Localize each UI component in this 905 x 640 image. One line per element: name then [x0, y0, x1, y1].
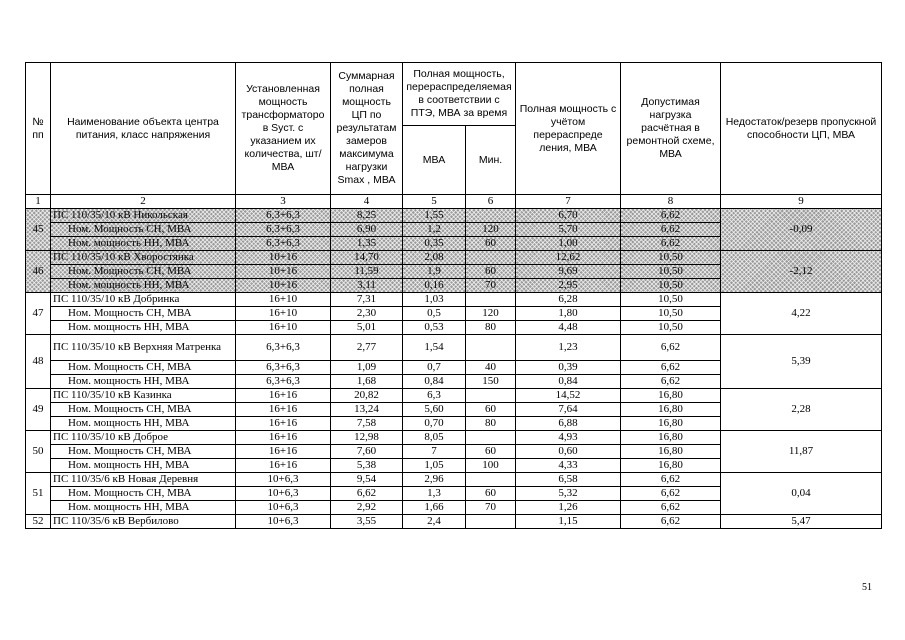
installed-power: 6,3+6,3 [236, 361, 331, 375]
reserve-value: 0,04 [721, 473, 882, 515]
installed-power: 16+10 [236, 293, 331, 307]
allowed-load: 6,62 [621, 223, 721, 237]
installed-power: 16+16 [236, 459, 331, 473]
substation-group [26, 293, 882, 335]
row-number: 49 [26, 389, 51, 431]
allowed-load: 10,50 [621, 265, 721, 279]
redistributed-mva: 0,7 [403, 361, 466, 375]
redistribution-minutes: 150 [466, 375, 516, 389]
full-power: 4,33 [516, 459, 621, 473]
full-power: 6,70 [516, 209, 621, 223]
summary-power: 3,11 [331, 279, 403, 293]
substation-row [26, 515, 882, 529]
row-number: 47 [26, 293, 51, 335]
reserve-value: 2,28 [721, 389, 882, 431]
full-power: 0,84 [516, 375, 621, 389]
full-power: 6,88 [516, 417, 621, 431]
object-name: Ном. Мощность СН, МВА [51, 445, 236, 459]
redistribution-minutes [466, 473, 516, 487]
allowed-load: 16,80 [621, 403, 721, 417]
summary-power: 5,38 [331, 459, 403, 473]
redistribution-minutes [466, 209, 516, 223]
full-power: 6,58 [516, 473, 621, 487]
redistributed-mva: 8,05 [403, 431, 466, 445]
summary-power: 7,60 [331, 445, 403, 459]
object-name: ПС 110/35/10 кВ Добринка [51, 293, 236, 307]
allowed-load: 6,62 [621, 487, 721, 501]
summary-power: 3,55 [331, 515, 403, 529]
redistributed-mva: 0,53 [403, 321, 466, 335]
page-number: 51 [862, 582, 872, 593]
allowed-load: 16,80 [621, 417, 721, 431]
redistribution-minutes: 80 [466, 321, 516, 335]
allowed-load: 10,50 [621, 251, 721, 265]
installed-power: 10+6,3 [236, 515, 331, 529]
redistributed-mva: 1,54 [403, 335, 466, 361]
object-name: Ном. мощность НН, МВА [51, 417, 236, 431]
header-redist-group: Полная мощность, перераспределяемая в соответствии с ПТЭ, МВА за время [403, 63, 516, 126]
allowed-load: 6,62 [621, 361, 721, 375]
object-name: Ном. Мощность СН, МВА [51, 361, 236, 375]
redistributed-mva: 1,3 [403, 487, 466, 501]
redistribution-minutes [466, 389, 516, 403]
redistribution-minutes: 60 [466, 403, 516, 417]
summary-power: 6,62 [331, 487, 403, 501]
allowed-load: 16,80 [621, 431, 721, 445]
allowed-load: 6,62 [621, 515, 721, 529]
column-number: 8 [621, 195, 721, 209]
installed-power: 6,3+6,3 [236, 375, 331, 389]
redistributed-mva: 7 [403, 445, 466, 459]
installed-power: 10+6,3 [236, 487, 331, 501]
installed-power: 6,3+6,3 [236, 209, 331, 223]
installed-power: 16+16 [236, 417, 331, 431]
installed-power: 10+16 [236, 265, 331, 279]
allowed-load: 16,80 [621, 459, 721, 473]
full-power: 7,64 [516, 403, 621, 417]
full-power: 4,48 [516, 321, 621, 335]
reserve-value: 5,39 [721, 335, 882, 389]
redistributed-mva: 0,70 [403, 417, 466, 431]
installed-power: 16+16 [236, 389, 331, 403]
redistribution-minutes [466, 251, 516, 265]
summary-power: 1,68 [331, 375, 403, 389]
installed-power: 6,3+6,3 [236, 223, 331, 237]
redistributed-mva: 6,3 [403, 389, 466, 403]
redistributed-mva: 0,16 [403, 279, 466, 293]
summary-power: 7,31 [331, 293, 403, 307]
redistributed-mva: 1,2 [403, 223, 466, 237]
summary-power: 2,77 [331, 335, 403, 361]
column-number: 7 [516, 195, 621, 209]
header-redist-min: Мин. [466, 126, 516, 195]
row-number: 52 [26, 515, 51, 529]
allowed-load: 6,62 [621, 335, 721, 361]
header-summary: Суммарная полная мощность ЦП по результатам замеров максимума нагрузки Smax , МВА [331, 63, 403, 195]
summary-power: 8,25 [331, 209, 403, 223]
object-name: Ном. мощность НН, МВА [51, 375, 236, 389]
substation-group [26, 389, 882, 431]
substation-row [26, 431, 882, 445]
installed-power: 16+10 [236, 321, 331, 335]
summary-power: 2,92 [331, 501, 403, 515]
redistributed-mva: 5,60 [403, 403, 466, 417]
row-number: 48 [26, 335, 51, 389]
substation-group [26, 515, 882, 529]
full-power: 14,52 [516, 389, 621, 403]
object-name: Ном. Мощность СН, МВА [51, 223, 236, 237]
summary-power: 7,58 [331, 417, 403, 431]
full-power: 0,60 [516, 445, 621, 459]
redistributed-mva: 1,9 [403, 265, 466, 279]
allowed-load: 16,80 [621, 389, 721, 403]
full-power: 1,23 [516, 335, 621, 361]
full-power: 5,70 [516, 223, 621, 237]
summary-power: 5,01 [331, 321, 403, 335]
object-name: ПС 110/35/10 кВ Хворостянка [51, 251, 236, 265]
header-deficit: Недостаток/резерв пропускной способности ЦП, МВА [721, 63, 882, 195]
row-number: 51 [26, 473, 51, 515]
row-number: 45 [26, 209, 51, 251]
redistributed-mva: 2,4 [403, 515, 466, 529]
allowed-load: 6,62 [621, 473, 721, 487]
installed-power: 16+16 [236, 445, 331, 459]
allowed-load: 6,62 [621, 237, 721, 251]
substation-group [26, 431, 882, 473]
summary-power: 1,35 [331, 237, 403, 251]
full-power: 4,93 [516, 431, 621, 445]
allowed-load: 10,50 [621, 279, 721, 293]
column-number: 1 [26, 195, 51, 209]
substation-group [26, 473, 882, 515]
redistribution-minutes: 120 [466, 223, 516, 237]
header-installed: Установленная мощность трансформаторо в Sуст. с указанием их количества, шт/ МВА [236, 63, 331, 195]
summary-power: 11,59 [331, 265, 403, 279]
full-power: 1,26 [516, 501, 621, 515]
redistribution-minutes [466, 335, 516, 361]
redistribution-minutes: 40 [466, 361, 516, 375]
summary-power: 6,90 [331, 223, 403, 237]
object-name: ПС 110/35/6 кВ Новая Деревня [51, 473, 236, 487]
redistribution-minutes: 100 [466, 459, 516, 473]
redistributed-mva: 2,96 [403, 473, 466, 487]
reserve-value: 4,22 [721, 293, 882, 335]
table-header [26, 63, 882, 209]
allowed-load: 6,62 [621, 209, 721, 223]
installed-power: 10+6,3 [236, 473, 331, 487]
redistributed-mva: 1,66 [403, 501, 466, 515]
redistribution-minutes: 60 [466, 445, 516, 459]
object-name: Ном. мощность НН, МВА [51, 321, 236, 335]
object-name: ПС 110/35/10 кВ Верхняя Матренка [51, 335, 236, 361]
summary-power: 2,30 [331, 307, 403, 321]
allowed-load: 16,80 [621, 445, 721, 459]
full-power: 1,80 [516, 307, 621, 321]
header-full-power: Полная мощность с учётом перераспреде ления, МВА [516, 63, 621, 195]
substation-row [26, 293, 882, 307]
summary-power: 20,82 [331, 389, 403, 403]
redistributed-mva: 0,35 [403, 237, 466, 251]
object-name: Ном. мощность НН, МВА [51, 501, 236, 515]
substation-row [26, 209, 882, 223]
redistributed-mva: 0,5 [403, 307, 466, 321]
allowed-load: 6,62 [621, 501, 721, 515]
column-number: 3 [236, 195, 331, 209]
redistribution-minutes [466, 431, 516, 445]
redistributed-mva: 2,08 [403, 251, 466, 265]
redistributed-mva: 1,55 [403, 209, 466, 223]
column-number: 5 [403, 195, 466, 209]
object-name: Ном. мощность НН, МВА [51, 459, 236, 473]
full-power: 1,15 [516, 515, 621, 529]
column-numbers-row [26, 195, 882, 209]
object-name: Ном. Мощность СН, МВА [51, 265, 236, 279]
full-power: 9,69 [516, 265, 621, 279]
redistribution-minutes [466, 515, 516, 529]
redistribution-minutes: 70 [466, 279, 516, 293]
installed-power: 16+16 [236, 431, 331, 445]
object-name: Ном. Мощность СН, МВА [51, 307, 236, 321]
redistribution-minutes: 60 [466, 487, 516, 501]
substation-group [26, 251, 882, 293]
redistribution-minutes: 70 [466, 501, 516, 515]
redistributed-mva: 0,84 [403, 375, 466, 389]
column-number: 9 [721, 195, 882, 209]
full-power: 6,28 [516, 293, 621, 307]
allowed-load: 6,62 [621, 375, 721, 389]
substation-group [26, 335, 882, 389]
object-name: Ном. Мощность СН, МВА [51, 403, 236, 417]
redistribution-minutes: 60 [466, 265, 516, 279]
object-name: Ном. мощность НН, МВА [51, 279, 236, 293]
substation-row [26, 473, 882, 487]
substation-group [26, 209, 882, 251]
load-table [25, 62, 882, 529]
header-name: Наименование объекта центра питания, класс напряжения [51, 63, 236, 195]
allowed-load: 10,50 [621, 293, 721, 307]
redistribution-minutes: 60 [466, 237, 516, 251]
summary-power: 13,24 [331, 403, 403, 417]
column-number: 4 [331, 195, 403, 209]
redistribution-minutes: 120 [466, 307, 516, 321]
installed-power: 10+16 [236, 279, 331, 293]
full-power: 12,62 [516, 251, 621, 265]
redistribution-minutes [466, 293, 516, 307]
object-name: ПС 110/35/10 кВ Доброе [51, 431, 236, 445]
substation-row [26, 335, 882, 361]
reserve-value: 11,87 [721, 431, 882, 473]
substation-row [26, 251, 882, 265]
substation-row [26, 389, 882, 403]
row-number: 50 [26, 431, 51, 473]
object-name: ПС 110/35/6 кВ Вербилово [51, 515, 236, 529]
column-number: 6 [466, 195, 516, 209]
full-power: 5,32 [516, 487, 621, 501]
installed-power: 6,3+6,3 [236, 237, 331, 251]
full-power: 2,95 [516, 279, 621, 293]
installed-power: 16+10 [236, 307, 331, 321]
installed-power: 16+16 [236, 403, 331, 417]
installed-power: 10+16 [236, 251, 331, 265]
redistribution-minutes: 80 [466, 417, 516, 431]
object-name: Ном. Мощность СН, МВА [51, 487, 236, 501]
reserve-value: -2,12 [721, 251, 882, 293]
reserve-value: 5,47 [721, 515, 882, 529]
object-name: Ном. мощность НН, МВА [51, 237, 236, 251]
column-number: 2 [51, 195, 236, 209]
summary-power: 1,09 [331, 361, 403, 375]
full-power: 1,00 [516, 237, 621, 251]
header-num: № пп [26, 63, 51, 195]
installed-power: 10+6,3 [236, 501, 331, 515]
redistributed-mva: 1,03 [403, 293, 466, 307]
full-power: 0,39 [516, 361, 621, 375]
row-number: 46 [26, 251, 51, 293]
allowed-load: 10,50 [621, 321, 721, 335]
header-allowed: Допустимая нагрузка расчётная в ремонтной схеме, МВА [621, 63, 721, 195]
redistributed-mva: 1,05 [403, 459, 466, 473]
reserve-value: -0,09 [721, 209, 882, 251]
header-redist-mva: МВА [403, 126, 466, 195]
summary-power: 14,70 [331, 251, 403, 265]
summary-power: 9,54 [331, 473, 403, 487]
object-name: ПС 110/35/10 кВ Казинка [51, 389, 236, 403]
installed-power: 6,3+6,3 [236, 335, 331, 361]
object-name: ПС 110/35/10 кВ Никольская [51, 209, 236, 223]
summary-power: 12,98 [331, 431, 403, 445]
allowed-load: 10,50 [621, 307, 721, 321]
